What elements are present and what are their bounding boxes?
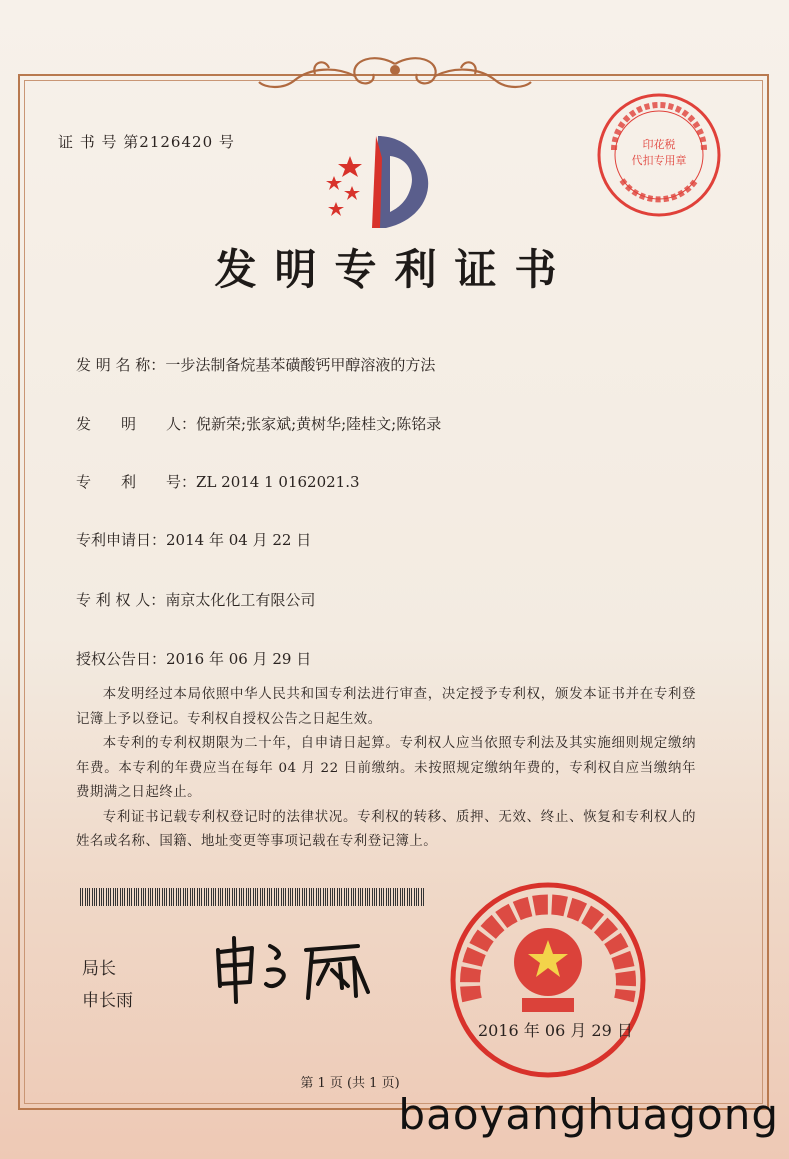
field-patentee: [76, 589, 315, 610]
director-title: 局长: [82, 959, 116, 979]
seal-date: 2016 年 06 月 29 日: [478, 1021, 633, 1040]
director-signature: [208, 928, 398, 1008]
field-label: 发 明 人：: [76, 415, 197, 433]
field-grant-date: [76, 648, 311, 669]
cnipa-logo-icon: [312, 128, 442, 238]
field-filing-date: [76, 529, 311, 550]
top-ornament: [255, 54, 535, 102]
field-value: 南京太化化工有限公司: [165, 591, 316, 609]
certificate-body: [76, 683, 696, 855]
field-value: 倪新荣;张家斌;黄树华;陸桂文;陈铭录: [196, 415, 442, 433]
svg-text:印花税: 印花税: [642, 138, 676, 151]
field-label: 专 利 号：: [76, 473, 197, 491]
body-paragraph: 本发明经过本局依照中华人民共和国专利法进行审查，决定授予专利权，颁发本证书并在专利登记簿上予以登记。专利权自授权公告之日起生效。: [76, 687, 696, 727]
field-label: 发 明 名 称：: [76, 356, 166, 374]
cnipa-official-seal: [448, 880, 648, 1080]
body-paragraph: 专利证书记载专利权登记时的法律状况。专利权的转移、质押、无效、终止、恢复和专利权人的姓名或名称、国籍、地址变更等事项记载在专利登记簿上。: [76, 809, 696, 849]
field-patent-number: [76, 471, 360, 492]
field-label: 授权公告日：: [76, 650, 167, 668]
body-paragraph: 本专利的专利权期限为二十年，自申请日起算。专利权人应当依照专利法及其实施细则规定缴纳年费。本专利的年费应当在每年 04 月 22 日前缴纳。未按照规定缴纳年费的，专利权自应当缴纳年费期满之日起终止。: [76, 736, 696, 800]
field-invention-name: [76, 354, 435, 375]
svg-text:代扣专用章: 代扣专用章: [631, 154, 687, 167]
watermark-text: baoyanghuagong: [398, 1090, 779, 1139]
field-value: ZL 2014 1 0162021.3: [196, 473, 360, 491]
tax-stamp-seal: [594, 90, 724, 220]
field-inventors: [76, 413, 441, 434]
field-value: 2016 年 06 月 29 日: [166, 650, 312, 668]
certificate-number: 证 书 号 第2126420 号: [58, 133, 235, 151]
field-value: 2014 年 04 月 22 日: [166, 531, 312, 549]
certificate-title: 发明专利证书: [214, 245, 575, 294]
field-label: 专 利 权 人：: [76, 591, 166, 609]
page-number: 第 1 页 (共 1 页): [300, 1076, 400, 1091]
director-name: 申长雨: [82, 991, 133, 1011]
barcode: [80, 888, 425, 906]
field-value: 一步法制备烷基苯磺酸钙甲醇溶液的方法: [165, 356, 436, 374]
field-label: 专利申请日：: [76, 531, 167, 549]
